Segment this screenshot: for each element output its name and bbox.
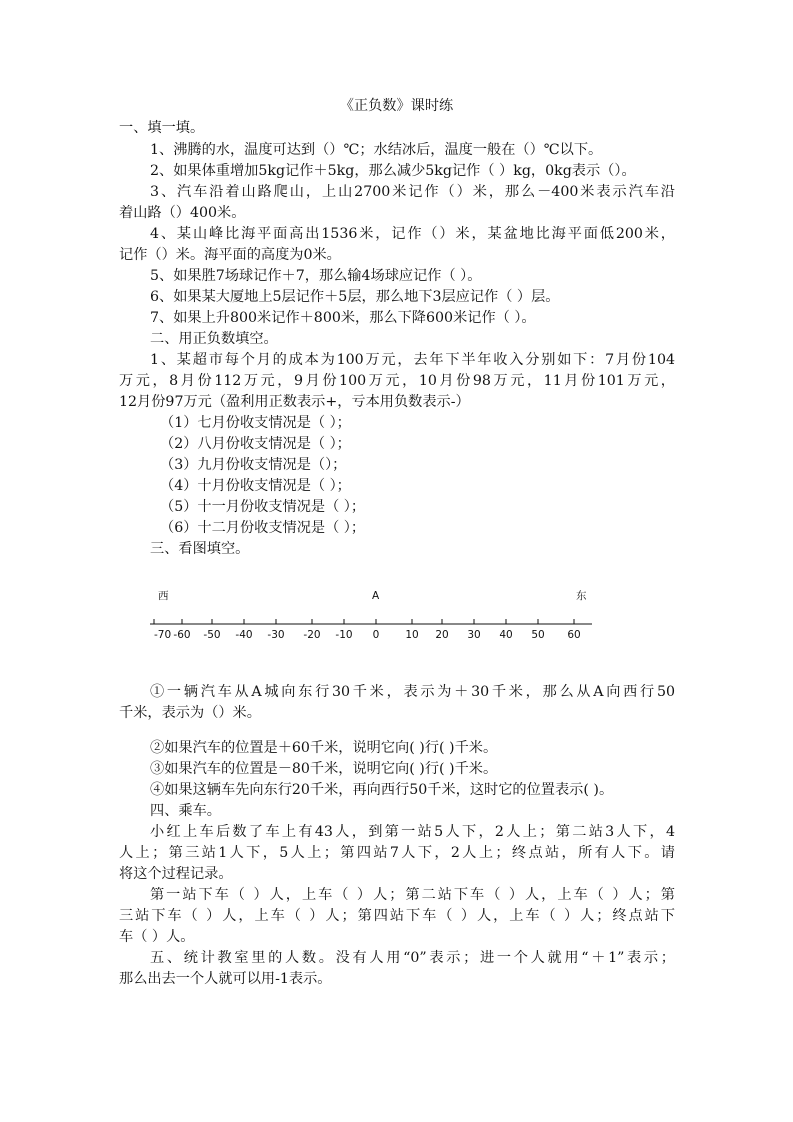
section-heading-3: 三、看图填空。: [150, 541, 250, 557]
car-question-3: ③如果汽车的位置是－80千米，说明它向( )行( )千米。: [150, 761, 498, 777]
question-4-line1: 4、某山峰比海平面高出1536米，记作（）米，某盆地比海平面低200米，: [150, 226, 675, 242]
tick-label: -40: [235, 629, 253, 641]
car-question-1-line1: ①一辆汽车从A城向东行30千米，表示为＋30千米，那么从A向西行50: [150, 684, 675, 700]
section-heading-1: 一、填一填。: [119, 120, 205, 136]
bus-answer-line2: 三站下车（ ）人，上车（ ）人；第四站下车（ ）人，上车（ ）人；终点站下: [119, 908, 675, 924]
question-6: 6、如果某大厦地上5层记作＋5层，那么地下3层应记作（ ）层。: [150, 289, 560, 305]
supermarket-intro-line2: 万元，8月份112万元，9月份100万元，10月份98万元，11月份101万元，: [119, 373, 675, 389]
question-2: 2、如果体重增加5kg记作＋5kg，那么减少5kg记作（ ）kg，0kg表示（）。: [150, 163, 636, 179]
bus-paragraph-line2: 人上；第三站1人下，5人上；第四站7人下，2人上；终点站，所有人下。请: [119, 845, 675, 861]
tick-label: 0: [372, 629, 380, 641]
tick-label: 30: [467, 629, 481, 641]
tick-label: 20: [435, 629, 449, 641]
west-label: 西: [158, 590, 169, 602]
month-item: （4）十月份收支情况是（ ）；: [160, 478, 351, 494]
month-item: （1）七月份收支情况是（ ）；: [160, 415, 351, 431]
point-a-label: A: [372, 590, 380, 602]
month-item: （3）九月份收支情况是（）；: [160, 457, 347, 473]
question-3-line1: 3、汽车沿着山路爬山，上山2700米记作（）米，那么－400米表示汽车沿: [150, 184, 675, 200]
section-5-line2: 那么出去一个人就可以用-1表示。: [119, 971, 332, 987]
month-item: （6）十二月份收支情况是（ ）；: [160, 520, 366, 536]
tick-label: -70: [154, 629, 172, 641]
car-question-2: ②如果汽车的位置是＋60千米，说明它向( )行( )千米。: [150, 740, 498, 756]
question-4-line2: 记作（）米。海平面的高度为0米。: [119, 247, 341, 263]
tick-label: 50: [531, 629, 545, 641]
bus-answer-line3: 车（ ）人。: [119, 929, 195, 945]
page-title: 《正负数》课时练: [339, 98, 454, 114]
car-question-4: ④如果这辆车先向东行20千米，再向西行50千米，这时它的位置表示( )。: [150, 782, 614, 798]
question-1: 1、沸腾的水，温度可达到（）℃；水结冰后，温度一般在（）℃以下。: [150, 142, 603, 158]
number-line: [150, 585, 600, 645]
section-5-line1: 五、统计教室里的人数。没有人用“0”表示；进一个人就用“＋1”表示；: [150, 950, 675, 966]
tick-label: 10: [405, 629, 419, 641]
car-question-1-line2: 千米，表示为（）米。: [119, 705, 261, 721]
tick-label: 60: [567, 629, 581, 641]
tick-label: 40: [499, 629, 513, 641]
bus-paragraph-line3: 将这个过程记录。: [119, 866, 233, 882]
question-3-line2: 着山路（）400米。: [119, 205, 246, 221]
section-heading-4: 四、乘车。: [150, 803, 221, 819]
tick-label: -20: [303, 629, 321, 641]
supermarket-intro-line3: 12月份97万元（盈利用正数表示+，亏本用负数表示-）: [119, 394, 470, 410]
question-5: 5、如果胜7场球记作＋7，那么输4场球应记作（ ）。: [150, 268, 482, 284]
section-heading-2: 二、用正负数填空。: [150, 331, 278, 347]
question-7: 7、如果上升800米记作＋800米，那么下降600米记作（ ）。: [150, 310, 536, 326]
tick-label: -50: [203, 629, 221, 641]
tick-label: -10: [335, 629, 353, 641]
tick-label: -30: [267, 629, 285, 641]
month-item: （2）八月份收支情况是（ ）；: [160, 436, 351, 452]
month-item: （5）十一月份收支情况是（ ）；: [160, 499, 366, 515]
supermarket-intro-line1: 1、某超市每个月的成本为100万元，去年下半年收入分别如下：7月份104: [150, 352, 675, 368]
bus-answer-line1: 第一站下车（ ）人，上车（ ）人；第二站下车（ ）人，上车（ ）人；第: [150, 887, 675, 903]
east-label: 东: [576, 590, 587, 602]
tick-label: -60: [173, 629, 191, 641]
tick-group: [154, 619, 581, 641]
bus-paragraph-line1: 小红上车后数了车上有43人，到第一站5人下，2人上；第二站3人下，4: [150, 824, 675, 840]
